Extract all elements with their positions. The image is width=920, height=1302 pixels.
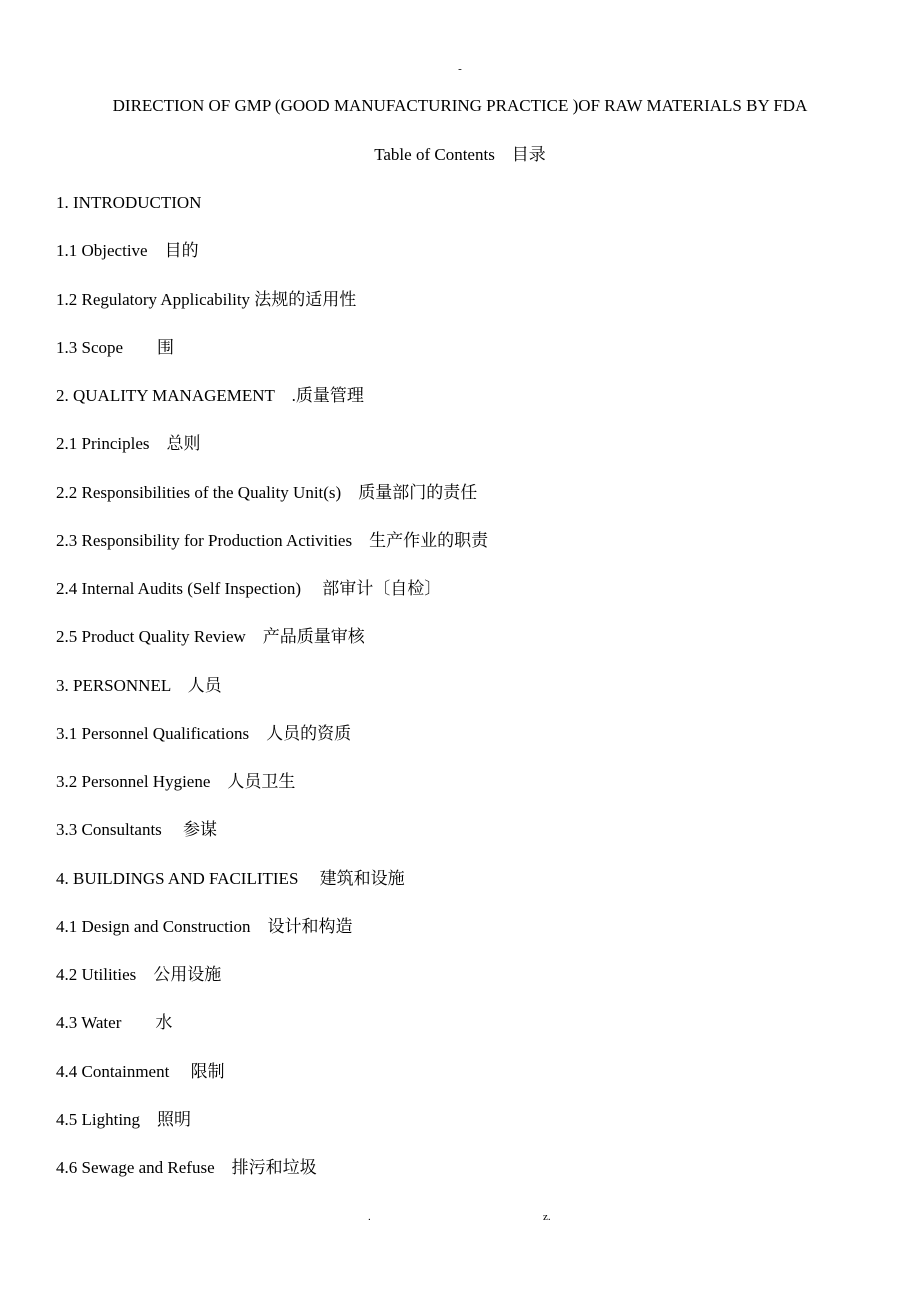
toc-item-water: 4.3 Water 水 [56, 1013, 173, 1033]
toc-item-lighting: 4.5 Lighting 照明 [56, 1109, 192, 1129]
toc-item-sewage-refuse: 4.6 Sewage and Refuse 排污和垃圾 [56, 1158, 317, 1177]
toc-item-quality-management: 2. QUALITY MANAGEMENT .质量管理 [56, 386, 364, 405]
toc-item-buildings-facilities: 4. BUILDINGS AND FACILITIES 建筑和设施 [56, 868, 405, 888]
toc-item-internal-audits: 2.4 Internal Audits (Self Inspection) 部审计〔自检〕 [56, 579, 442, 598]
toc-item-product-quality-review: 2.5 Product Quality Review 产品质量审核 [56, 627, 365, 647]
page-header-mark: - [458, 63, 462, 75]
toc-item-principles: 2.1 Principles 总则 [56, 434, 201, 454]
toc-item-quality-unit-responsibilities: 2.2 Responsibilities of the Quality Unit(s) 质量部门的责任 [56, 482, 478, 502]
toc-item-production-responsibility: 2.3 Responsibility for Production Activities 生产作业的职责 [56, 530, 489, 550]
document-title: DIRECTION OF GMP (GOOD MANUFACTURING PRACTICE )OF RAW MATERIALS BY FDA [112, 96, 808, 115]
toc-list [56, 191, 488, 1204]
toc-item-objective: 1.1 Objective 目的 [56, 241, 199, 261]
toc-item-personnel: 3. PERSONNEL 人员 [56, 675, 222, 695]
toc-item-scope: 1.3 Scope 围 [56, 337, 175, 357]
toc-item-introduction: 1. INTRODUCTION [56, 193, 202, 212]
toc-item-consultants: 3.3 Consultants 参谋 [56, 820, 218, 840]
toc-item-containment: 4.4 Containment 限制 [56, 1061, 225, 1081]
page-footer-left: . [368, 1211, 371, 1223]
toc-item-design-construction: 4.1 Design and Construction 设计和构造 [56, 916, 353, 936]
page-footer-right: z. [543, 1211, 551, 1223]
toc-heading: Table of Contents 目录 [374, 145, 546, 164]
toc-item-regulatory-applicability: 1.2 Regulatory Applicability 法规的适用性 [56, 289, 357, 309]
toc-item-personnel-hygiene: 3.2 Personnel Hygiene 人员卫生 [56, 772, 296, 791]
toc-item-utilities: 4.2 Utilities 公用设施 [56, 965, 222, 984]
toc-item-personnel-qualifications: 3.1 Personnel Qualifications 人员的资质 [56, 723, 352, 743]
